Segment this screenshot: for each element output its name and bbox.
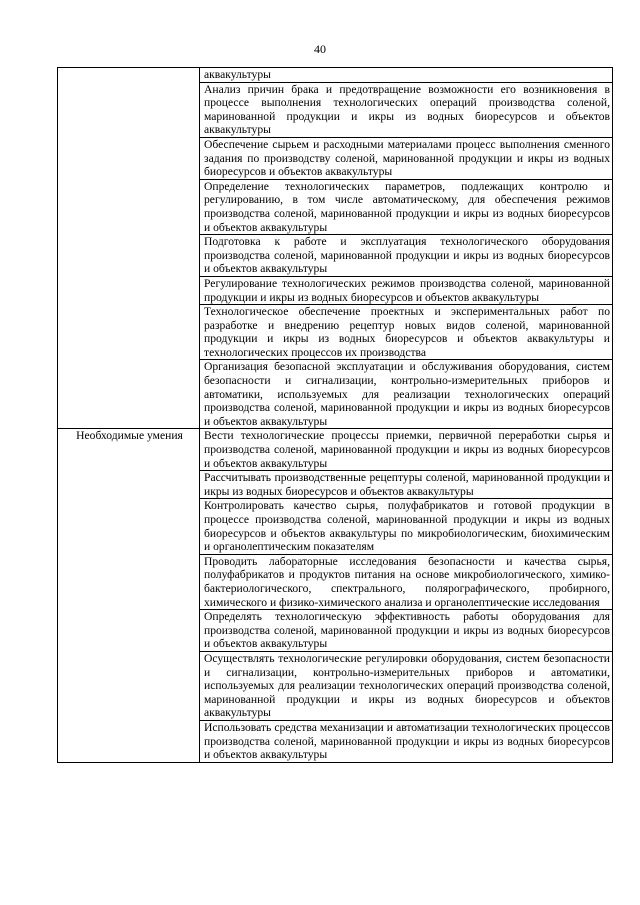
table-cell: Использовать средства механизации и автоматизации технологических процессов производства соленой, маринованной продукции и икры из водных биоресурсов и объектов аквакультуры [200,720,613,762]
table-cell: Контролировать качество сырья, полуфабрикатов и готовой продукции в процессе производства соленой, маринованной продукции и икры из водных биоресурсов и объектов аквакультуры по микробиологическим, биохимическим и органолептическим показателям [200,499,613,554]
section-label [58,68,200,429]
competency-table [57,67,613,763]
table-cell: аквакультуры [200,68,613,83]
table-row [58,429,613,471]
table-cell: Вести технологические процессы приемки, первичной переработки сырья и производства соленой, маринованной продукции и икры из водных биоресурсов и объектов аквакультуры [200,429,613,471]
table-cell: Технологическое обеспечение проектных и экспериментальных работ по разработке и внедрению рецептур новых видов соленой, маринованной продукции и икры из водных биоресурсов и объектов аквакультуры и технологических процессов их производства [200,305,613,360]
table-cell: Определять технологическую эффективность работы оборудования для производства соленой, маринованной продукции и икры из водных биоресурсов и объектов аквакультуры [200,610,613,652]
table-cell: Регулирование технологических режимов производства соленой, маринованной продукции и икры из водных биоресурсов и объектов аквакультуры [200,276,613,304]
table-row [58,68,613,83]
section-label: Необходимые умения [58,429,200,762]
table-cell: Осуществлять технологические регулировки оборудования, систем безопасности и сигнализации, контрольно-измерительных приборов и автоматики, используемых для реализации технологических операций производства соленой, маринованной продукции и икры из водных биоресурсов и объектов аквакультуры [200,651,613,720]
table-cell: Рассчитывать производственные рецептуры соленой, маринованной продукции и икры из водных биоресурсов и объектов аквакультуры [200,471,613,499]
table-cell: Проводить лабораторные исследования безопасности и качества сырья, полуфабрикатов и продуктов питания на основе микробиологического, химико-бактериологического, спектрального, полярографического, пробирного, химического и физико-химического анализа и органолептические исследования [200,554,613,609]
table-cell: Обеспечение сырьем и расходными материалами процесс выполнения сменного задания по производству соленой, маринованной продукции и икры из водных биоресурсов и объектов аквакультуры [200,137,613,179]
table-cell: Подготовка к работе и эксплуатация технологического оборудования производства соленой, маринованной продукции и икры из водных биоресурсов и объектов аквакультуры [200,235,613,277]
table-cell: Анализ причин брака и предотвращение возможности его возникновения в процессе выполнения технологических операций производства соленой, маринованной продукции и икры из водных биоресурсов и объектов аквакультуры [200,82,613,137]
table-cell: Определение технологических параметров, подлежащих контролю и регулированию, в том числе автоматическому, для обеспечения режимов производства соленой, маринованной продукции и икры из водных биоресурсов и объектов аквакультуры [200,179,613,234]
table-cell: Организация безопасной эксплуатации и обслуживания оборудования, систем безопасности и сигнализации, контрольно-измерительных приборов и автоматики, используемых для реализации технологических операций производства соленой, маринованной продукции и икры из водных биоресурсов и объектов аквакультуры [200,360,613,429]
page-number: 40 [314,42,326,56]
